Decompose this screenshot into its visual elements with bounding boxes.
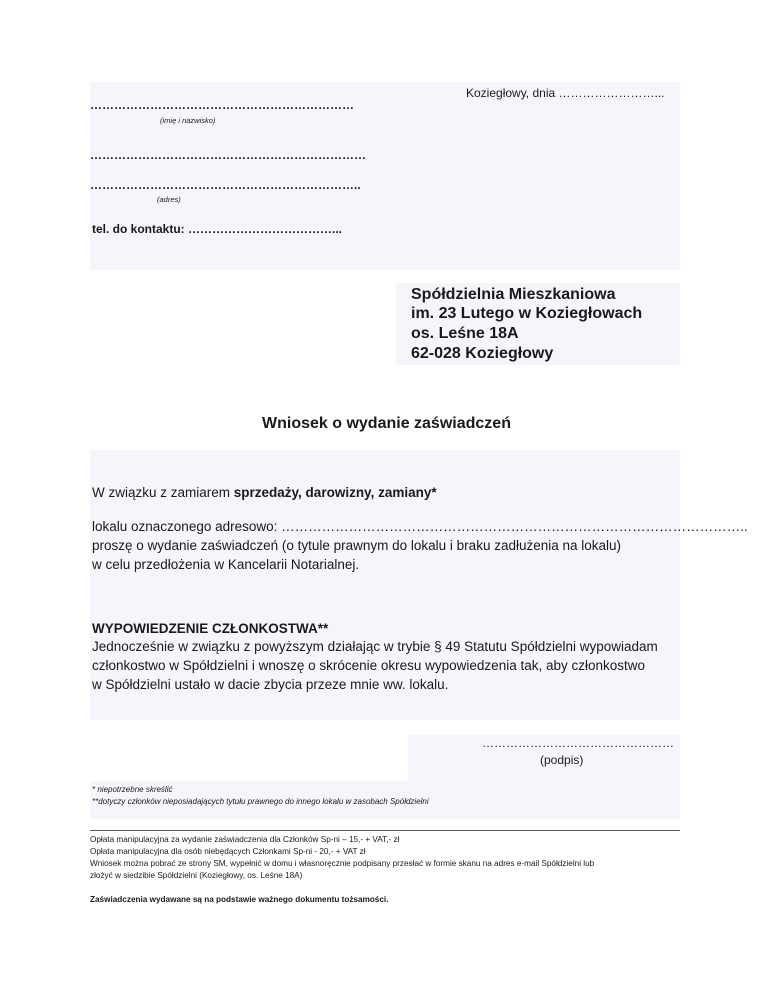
body-line-1: lokalu oznaczonego adresowo: ………………………………………………………………………………………….. [92, 519, 748, 534]
recipient-line-1: Spółdzielnia Mieszkaniowa [411, 286, 616, 303]
signature-caption: (podpis) [540, 753, 584, 767]
name-field-caption: (imię i nazwisko) [160, 116, 216, 125]
note-1: * niepotrzebne skreślić [92, 785, 173, 794]
place-date: Koziegłowy, dnia ……………………... [466, 86, 665, 100]
address-field-caption: (adres) [157, 195, 181, 204]
membership-heading: WYPOWIEDZENIE CZŁONKOSTWA** [92, 621, 329, 636]
recipient-line-3: os. Leśne 18A [411, 325, 519, 342]
footer-info-2: złożyć w siedzibie Spółdzielni (Koziegłowy, os. Leśne 18A) [90, 871, 303, 880]
body-line-3: w celu przedłożenia w Kancelarii Notarialnej. [92, 557, 360, 572]
membership-line-2: członkostwo w Spółdzielni i wnoszę o skrócenie okresu wypowiedzenia tak, aby członkostwo [92, 658, 646, 673]
body-line-2: proszę o wydanie zaświadczeń (o tytule prawnym do lokalu i braku zadłużenia na lokalu) [92, 538, 622, 553]
membership-line-3: w Spółdzielni ustało w dacie zbycia przeze mnie ww. lokalu. [92, 677, 449, 692]
footer-fee-2: Opłata manipulacyjna dla osób niebędących Członkami Sp-ni - 20,- + VAT zł [90, 847, 366, 856]
address-field-dots-1: …………………………………………………………… [90, 148, 366, 162]
recipient-line-2: im. 23 Lutego w Koziegłowach [411, 305, 643, 322]
document-title: Wniosek o wydanie zaświadczeń [262, 415, 511, 432]
recipient-line-4: 62-028 Koziegłowy [411, 345, 554, 362]
address-field-dots-2: ………………………………………………………….. [90, 178, 361, 192]
name-field-dots: ………………………………………………………… [90, 98, 354, 112]
footer-fee-1: Opłata manipulacyjna za wydanie zaświadczenia dla Członków Sp-ni – 15,- + VAT,- zł [90, 835, 400, 844]
intro-bold: sprzedaży, darowizny, zamiany* [233, 485, 437, 500]
membership-line-1: Jednocześnie w związku z powyższym działając w trybie § 49 Statutu Spółdzielni wypowiadam [92, 639, 658, 654]
footer-id-note: Zaświadczenia wydawane są na podstawie ważnego dokumentu tożsamości. [90, 895, 389, 904]
note-2: **dotyczy członków nieposiadających tytułu prawnego do innego lokalu w zasobach Spółdzielni [92, 797, 429, 806]
phone-field: tel. do kontaktu: ………………………………... [92, 222, 343, 236]
intro-prefix: W związku z zamiarem [92, 485, 234, 500]
intro-line [92, 485, 437, 500]
footer-divider [90, 830, 680, 831]
footer-info-1: Wniosek można pobrać ze strony SM, wypełnić w domu i własnoręcznie podpisany przesłać w formie skanu na adres e-mail Spółdzielni lub [90, 859, 595, 868]
signature-dots: ………………………………………… [482, 736, 674, 750]
